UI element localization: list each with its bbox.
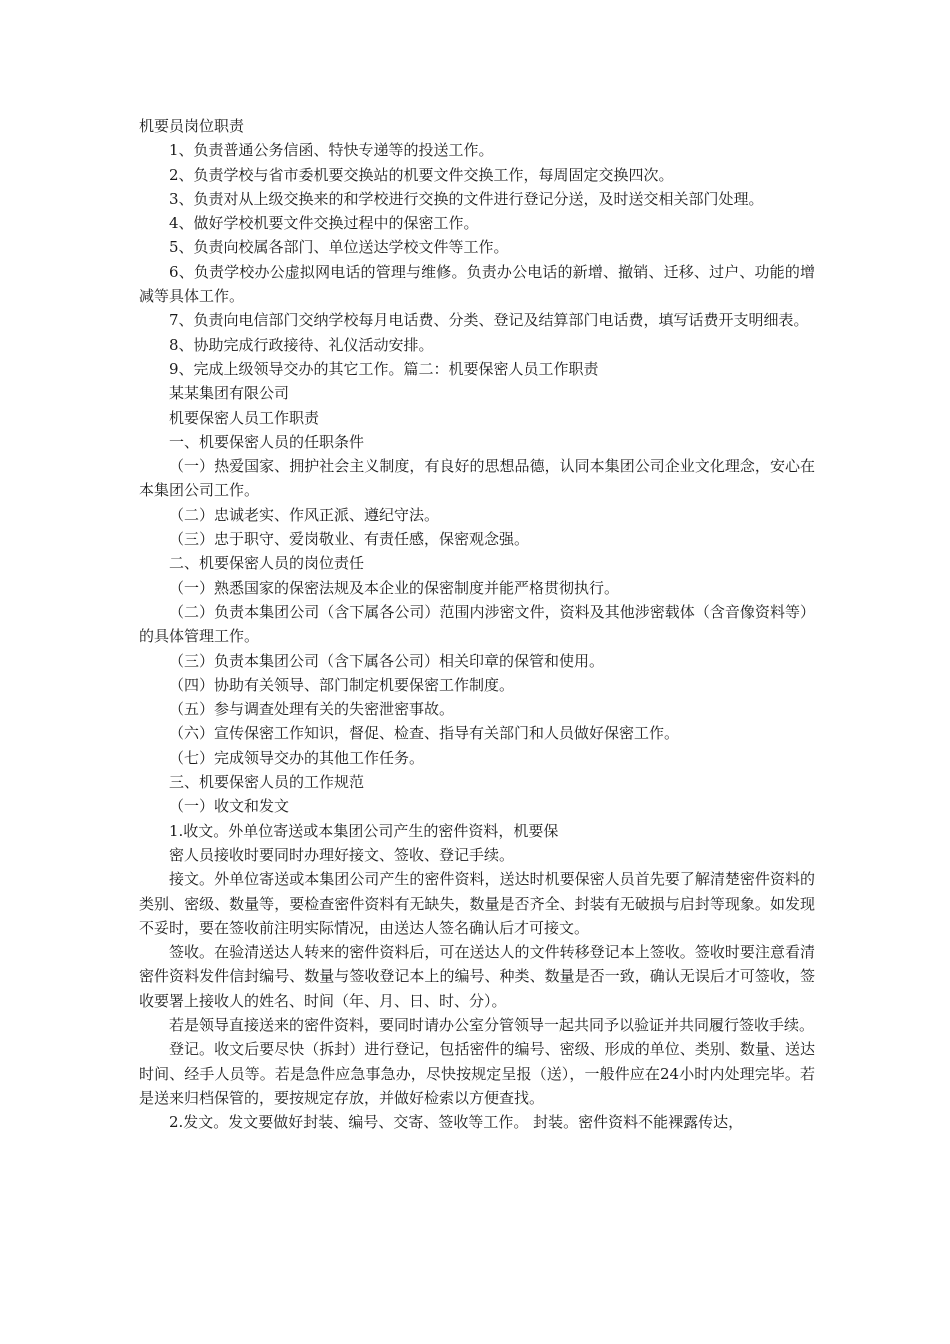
paragraph: 4、做好学校机要文件交换过程中的保密工作。 — [169, 214, 479, 233]
paragraph: 9、完成上级领导交办的其它工作。篇二：机要保密人员工作职责 — [169, 359, 599, 378]
paragraph: （三）忠于职守、爱岗敬业、有责任感，保密观念强。 — [169, 530, 530, 549]
paragraph: 机要保密人员工作职责 — [169, 408, 320, 427]
paragraph: （六）宣传保密工作知识，督促、检查、指导有关部门和人员做好保密工作。 — [169, 724, 680, 743]
paragraph: 二、机要保密人员的岗位责任 — [169, 554, 365, 573]
paragraph: 5、负责向校属各部门、单位送达学校文件等工作。 — [169, 238, 509, 257]
paragraph: 接文。外单位寄送或本集团公司产生的密件资料，送达时机要保密人员首先要了解清楚密件资料的类别、密级、数量等，要检查密件资料有无缺失，数量是否齐全、封装有无破损与启封等现象。如发现不妥时，要在签收前注明实际情况，由送达人签名确认后才可接文。 — [139, 870, 815, 937]
paragraph: 一、机要保密人员的任职条件 — [169, 432, 365, 451]
paragraph: （一）热爱国家、拥护社会主义制度，有良好的思想品德，认同本集团公司企业文化理念，安心在本集团公司工作。 — [139, 457, 815, 500]
paragraph: 3、负责对从上级交换来的和学校进行交换的文件进行登记分送，及时送交相关部门处理。 — [169, 189, 764, 208]
paragraph: 7、负责向电信部门交纳学校每月电话费、分类、登记及结算部门电话费，填写话费开支明细表。 — [169, 311, 809, 330]
paragraph: （一）收文和发文 — [169, 797, 290, 816]
paragraph: （三）负责本集团公司（含下属各公司）相关印章的保管和使用。 — [169, 651, 605, 670]
paragraph: 1.收文。外单位寄送或本集团公司产生的密件资料，机要保 — [169, 821, 559, 840]
document-title: 机要员岗位职责 — [139, 117, 245, 135]
paragraph: 6、负责学校办公虚拟网电话的管理与维修。负责办公电话的新增、撤销、迁移、过户、功能的增减等具体工作。 — [139, 262, 815, 306]
paragraph: 2.发文。发文要做好封装、编号、交寄、签收等工作。 封装。密件资料不能裸露传达， — [169, 1113, 744, 1132]
paragraph: （二）忠诚老实、作风正派、遵纪守法。 — [169, 505, 440, 524]
paragraph: （七）完成领导交办的其他工作任务。 — [169, 748, 425, 767]
paragraph: 1、负责普通公务信函、特快专递等的投送工作。 — [169, 141, 494, 160]
paragraph: 登记。收文后要尽快（拆封）进行登记，包括密件的编号、密级、形成的单位、类别、数量、送达时间、经手人员等。若是急件应急事急办，尽快按规定呈报（送），一般件应在24小时内处理完毕。若是送来归档保管的，要按规定存放，并做好检索以方便查找。 — [139, 1040, 815, 1107]
paragraph: 签收。在验清送达人转来的密件资料后，可在送达人的文件转移登记本上签收。签收时要注意看清密件资料发件信封编号、数量与签收登记本上的编号、种类、数量是否一致，确认无误后才可签收，签收要署上接收人的姓名、时间（年、月、日、时、分）。 — [139, 943, 815, 1010]
paragraph: （二）负责本集团公司（含下属各公司）范围内涉密文件，资料及其他涉密载体（含音像资料等）的具体管理工作。 — [139, 602, 815, 646]
paragraph: （四）协助有关领导、部门制定机要保密工作制度。 — [169, 675, 515, 694]
paragraph: （五）参与调查处理有关的失密泄密事故。 — [169, 700, 455, 719]
document-body — [139, 114, 815, 1134]
paragraph: 密人员接收时要同时办理好接文、签收、登记手续。 — [169, 845, 515, 864]
paragraph: 2、负责学校与省市委机要交换站的机要文件交换工作，每周固定交换四次。 — [169, 165, 674, 184]
paragraph: 某某集团有限公司 — [169, 384, 290, 403]
paragraph: 三、机要保密人员的工作规范 — [169, 773, 365, 792]
paragraph: 若是领导直接送来的密件资料，要同时请办公室分管领导一起共同予以验证并共同履行签收手续。 — [169, 1015, 815, 1034]
paragraph: 8、协助完成行政接待、礼仪活动安排。 — [169, 335, 434, 354]
paragraph: （一）熟悉国家的保密法规及本企业的保密制度并能严格贯彻执行。 — [169, 578, 620, 597]
